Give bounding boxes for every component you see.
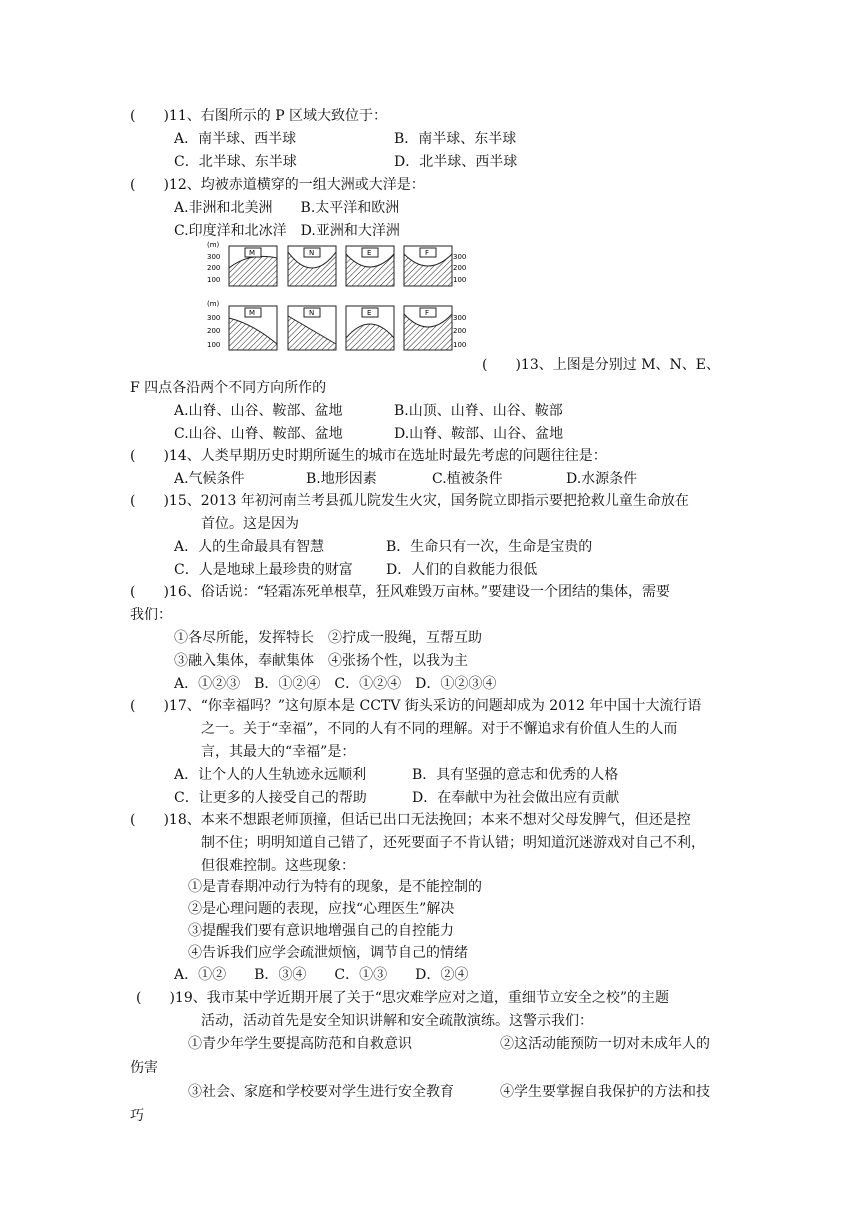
q18-statement-4: ④告诉我们应学会疏泄烦恼，调节自己的情绪 — [188, 945, 468, 961]
unit-label-row1: (m) — [207, 241, 220, 249]
svg-text:M: M — [249, 249, 256, 257]
q16-answers: A．①②③ B．①②④ C．①②④ D．①②③④ — [174, 676, 497, 692]
q13-stem-line1: ( )13、上图是分别过 M、N、E、 — [482, 357, 720, 373]
q14-option-a: A.气候条件 — [174, 471, 245, 487]
q16-statements-12: ①各尽所能，发挥特长 ②拧成一股绳，互帮互助 — [174, 630, 482, 646]
profile-f-row2 — [404, 306, 452, 350]
q19-statement-4: ④学生要掌握自我保护的方法和技 — [500, 1084, 710, 1100]
profile-e-row1 — [346, 246, 394, 286]
svg-text:200: 200 — [453, 264, 467, 272]
svg-text:E: E — [367, 249, 372, 257]
svg-text:100: 100 — [453, 341, 467, 349]
svg-text:300: 300 — [453, 314, 467, 322]
q17-stem-line3: 言，其最大的“幸福”是： — [201, 744, 356, 760]
q17-option-d: D．在奉献中为社会做出应有贡献 — [412, 790, 620, 806]
svg-text:200: 200 — [453, 327, 467, 335]
q11-stem: ( )11、右图所示的 P 区域大致位于： — [130, 108, 388, 124]
q11-option-c: C．北半球、东半球 — [174, 154, 297, 170]
profile-m-row2 — [229, 306, 277, 350]
q18-statement-1: ①是青春期冲动行为特有的现象，是不能控制的 — [188, 879, 482, 895]
q12-options-ab: A.非洲和北美洲 B.太平洋和欧洲 — [174, 200, 400, 216]
q13-option-b: B.山顶、山脊、山谷、鞍部 — [394, 403, 563, 419]
q16-stem-line2: 我们： — [130, 607, 172, 623]
q15-stem-line1: ( )15、2013 年初河南兰考县孤儿院发生火灾，国务院立即指示要把抢救儿童生命放在 — [130, 493, 689, 509]
svg-text:M: M — [249, 309, 256, 317]
svg-text:100: 100 — [453, 276, 467, 284]
svg-text:200: 200 — [207, 327, 221, 335]
q11-option-d: D．北半球、西半球 — [394, 154, 518, 170]
terrain-profile-figure — [205, 240, 475, 358]
q13-option-d: D.山脊、鞍部、山谷、盆地 — [394, 426, 564, 442]
svg-text:100: 100 — [207, 276, 221, 284]
q19-statement-1: ①青少年学生要提高防范和自救意识 — [188, 1036, 412, 1052]
q11-option-a: A．南半球、西半球 — [174, 131, 297, 147]
svg-text:300: 300 — [207, 314, 221, 322]
q13-option-c: C.山谷、山脊、鞍部、盆地 — [174, 426, 343, 442]
svg-text:N: N — [309, 249, 315, 257]
q12-options-cd: C.印度洋和北冰洋 D.亚洲和大洋洲 — [174, 223, 400, 239]
q18-stem-line1: ( )18、本来不想跟老师顶撞，但话已出口无法挽回；本来不想对父母发脾气，但还是控 — [130, 812, 691, 828]
q14-stem: ( )14、人类早期历史时期所诞生的城市在选址时最先考虑的问题往往是： — [130, 448, 607, 464]
svg-text:300: 300 — [207, 253, 221, 261]
svg-text:N: N — [309, 309, 315, 317]
q16-stem-line1: ( )16、俗话说：“轻霜冻死单根草，狂风难毁万亩林。”要建设一个团结的集体，需要 — [130, 584, 671, 600]
svg-text:F: F — [425, 309, 430, 317]
q19-statement-3: ③社会、家庭和学校要对学生进行安全教育 — [188, 1084, 454, 1100]
q15-option-c: C．人是地球上最珍贵的财富 — [174, 562, 353, 578]
svg-text:300: 300 — [453, 253, 467, 261]
profile-f-row1 — [404, 246, 452, 286]
q19-statement-2: ②这活动能预防一切对未成年人的 — [500, 1036, 710, 1052]
q19-stem-line1: ( )19、我市某中学近期开展了关于“思灾难学应对之道，重细节立安全之校”的主题 — [136, 990, 670, 1006]
q15-stem-line2: 首位。这是因为 — [201, 516, 299, 532]
q12-stem: ( )12、均被赤道横穿的一组大洲或大洋是： — [130, 177, 425, 193]
q19-statement-4-cont: 巧 — [130, 1108, 144, 1124]
q17-stem-line1: ( )17、“你幸福吗？”这句原本是 CCTV 街头采访的问题却成为 2012 年中国十大流行语 — [130, 698, 702, 714]
q18-statement-2: ②是心理问题的表现，应找“心理医生”解决 — [188, 901, 455, 917]
q18-stem-line2: 制不住；明明知道自己错了，还死要面子不肯认错；明知道沉迷游戏对自己不利， — [201, 835, 705, 851]
q17-option-b: B．具有坚强的意志和优秀的人格 — [412, 767, 619, 783]
q13-option-a: A.山脊、山谷、鞍部、盆地 — [174, 403, 343, 419]
q18-statement-3: ③提醒我们要有意识地增强自己的自控能力 — [188, 923, 454, 939]
profile-n-row1 — [288, 246, 336, 286]
svg-text:200: 200 — [207, 264, 221, 272]
unit-label-row2: (m) — [207, 300, 220, 308]
q16-statements-34: ③融入集体，奉献集体 ④张扬个性，以我为主 — [174, 653, 468, 669]
q11-option-b: B．南半球、东半球 — [394, 131, 517, 147]
q19-stem-line2: 活动，活动首先是安全知识讲解和安全疏散演练。这警示我们： — [201, 1013, 593, 1029]
q19-statement-2-cont: 伤害 — [130, 1060, 158, 1076]
q15-option-b: B．生命只有一次，生命是宝贵的 — [386, 539, 593, 555]
q17-option-c: C．让更多的人接受自己的帮助 — [174, 790, 367, 806]
q18-stem-line3: 但很难控制。这些现象： — [201, 858, 355, 874]
q14-option-c: C.植被条件 — [432, 471, 503, 487]
svg-text:F: F — [425, 249, 430, 257]
profile-m-row1 — [229, 246, 277, 286]
profile-e-row2 — [346, 306, 394, 350]
q15-option-a: A．人的生命最具有智慧 — [174, 539, 325, 555]
q17-stem-line2: 之一。关于“幸福”，不同的人有不同的理解。对于不懈追求有价值人生的人而 — [201, 721, 678, 737]
q17-option-a: A．让个人的人生轨迹永远顺利 — [174, 767, 367, 783]
q15-option-d: D．人们的自救能力很低 — [386, 562, 538, 578]
profile-n-row2 — [288, 306, 336, 350]
q14-option-b: B.地形因素 — [306, 471, 377, 487]
q18-answers: A．①② B．③④ C．①③ D．②④ — [174, 967, 469, 983]
q14-option-d: D.水源条件 — [566, 471, 638, 487]
q13-stem-line2: F 四点各沿两个不同方向所作的 — [130, 380, 327, 396]
svg-text:100: 100 — [207, 341, 221, 349]
svg-text:E: E — [367, 309, 372, 317]
